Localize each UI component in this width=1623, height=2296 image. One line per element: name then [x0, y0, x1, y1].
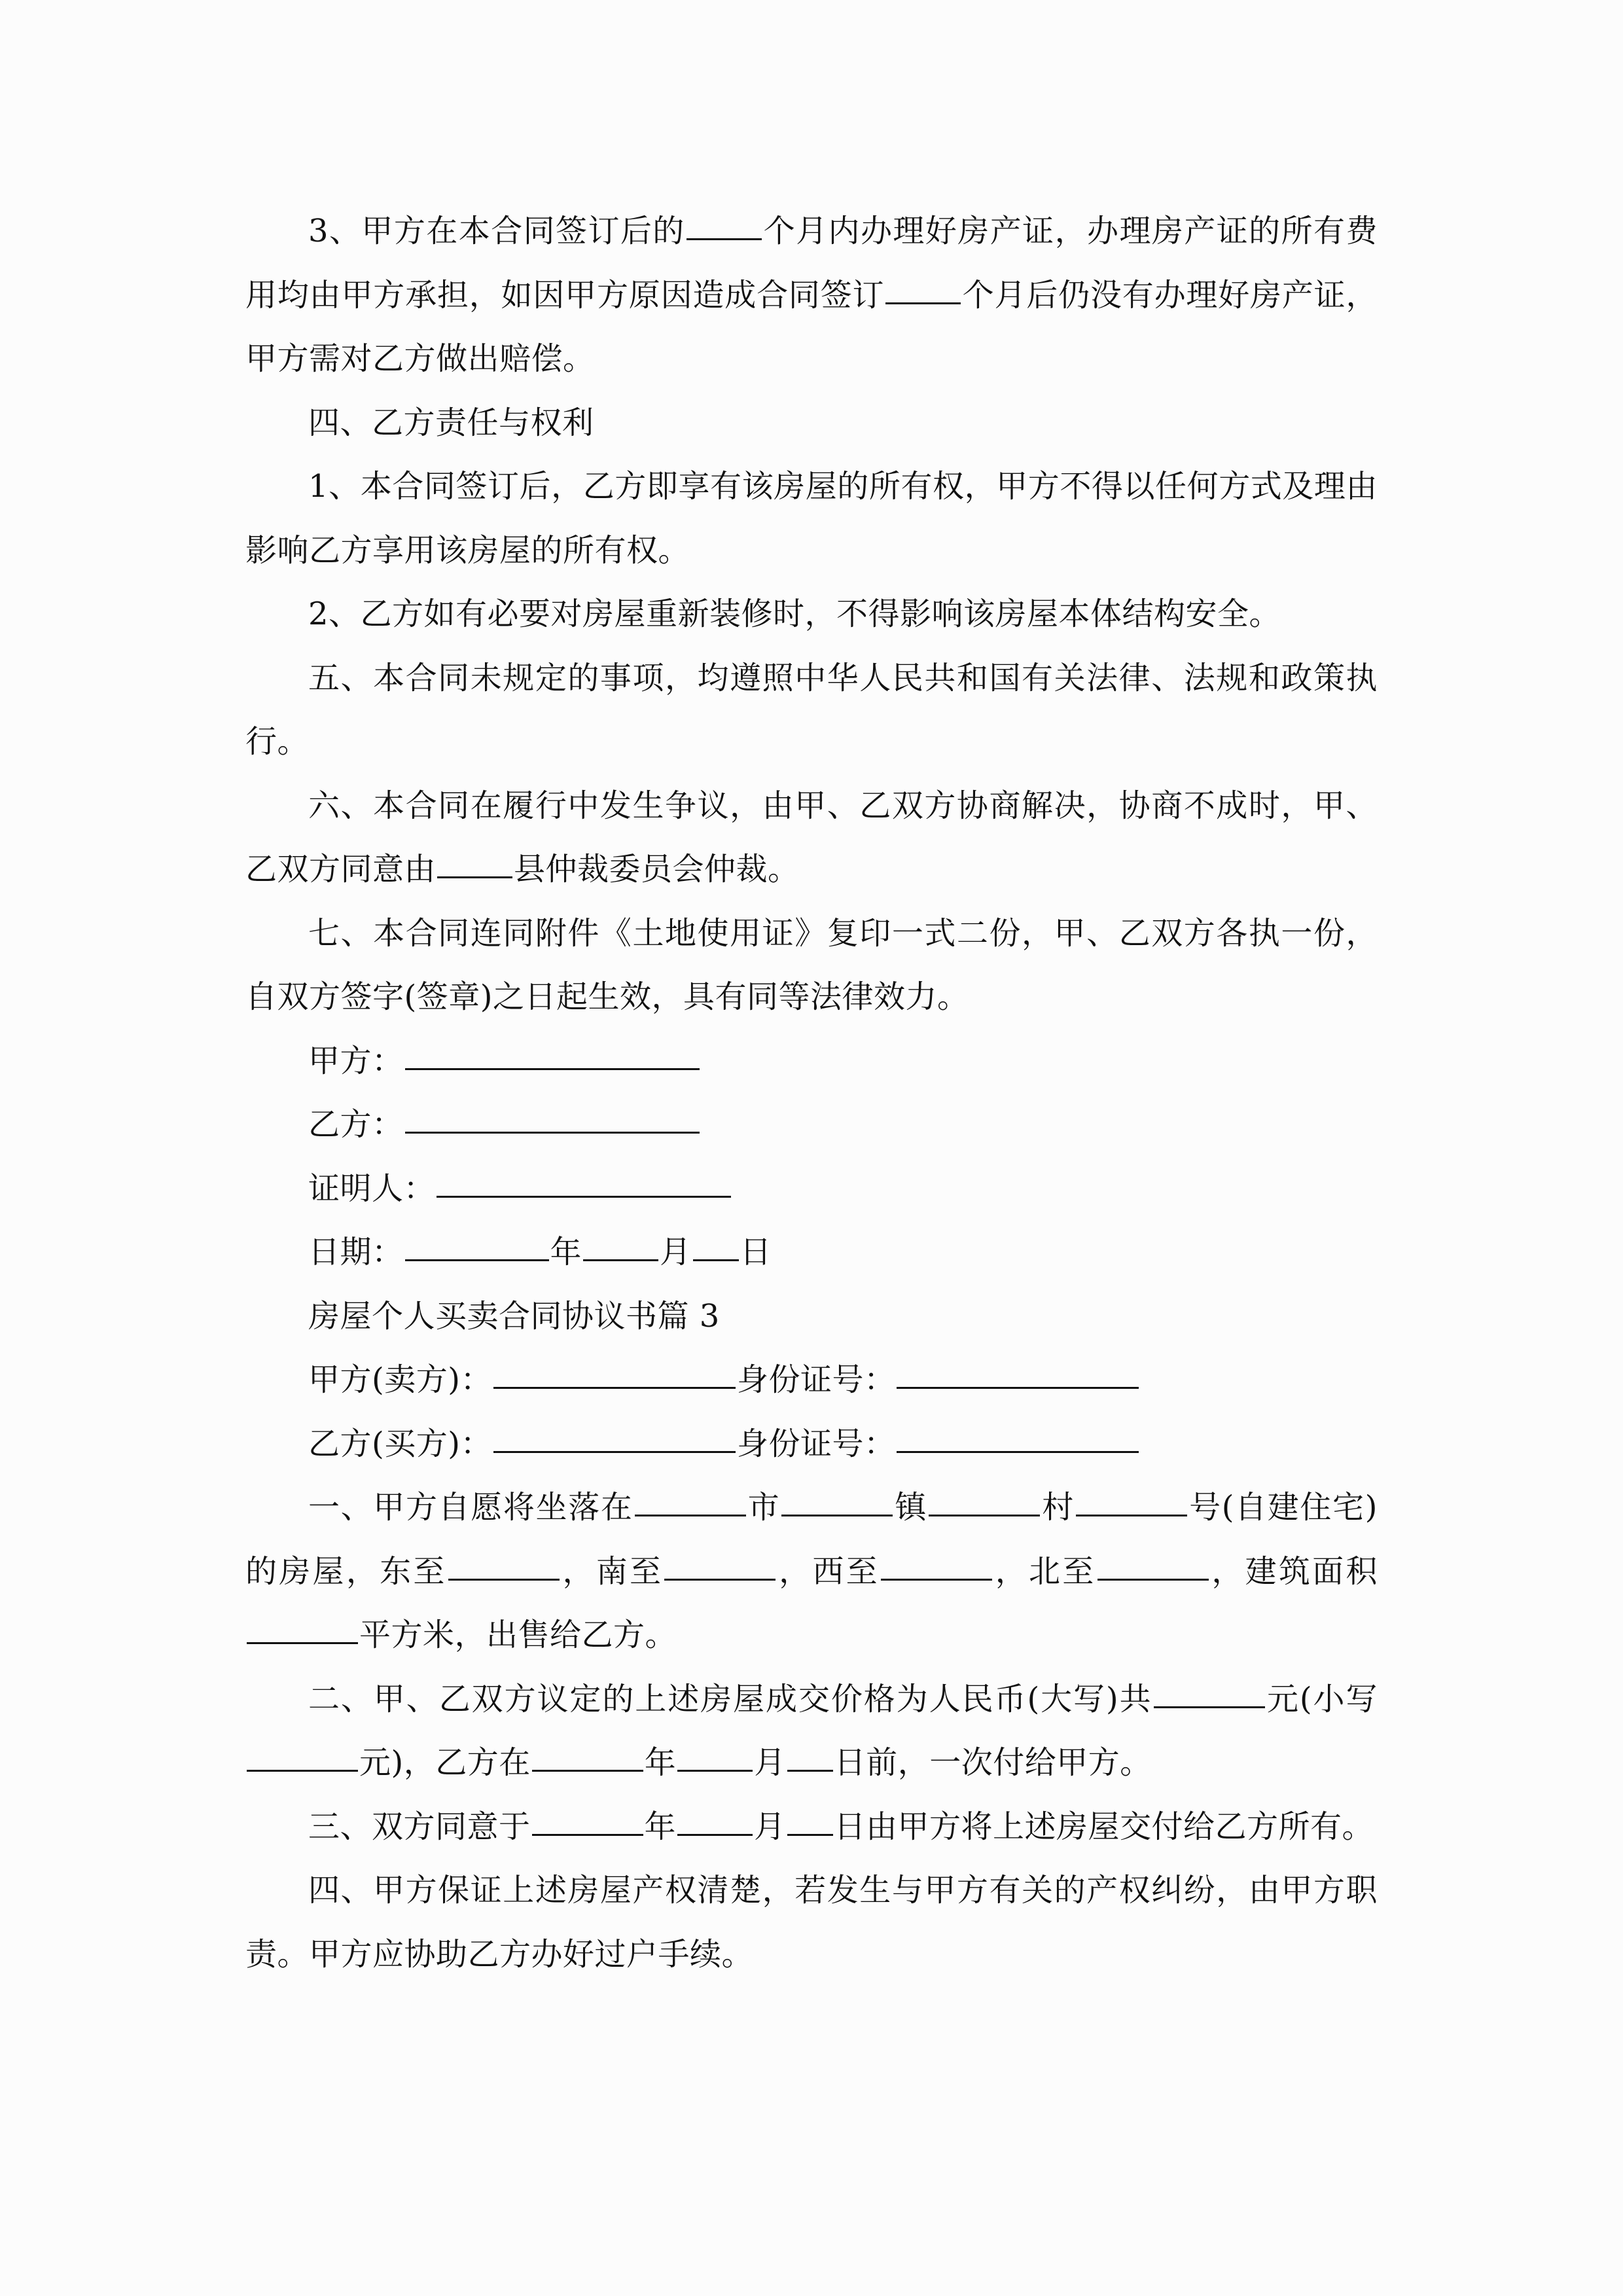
clause-text: 号(自建住宅)的房屋，东至	[245, 1489, 1378, 1590]
area-field[interactable]	[247, 1641, 358, 1644]
city-field[interactable]	[781, 1514, 893, 1516]
seller-info-row	[245, 1348, 1378, 1412]
blank-field[interactable]	[885, 302, 961, 304]
clause-1-property-location	[245, 1476, 1378, 1668]
clause-text: 年	[644, 1744, 677, 1781]
signature-label: 证明人：	[308, 1170, 436, 1207]
seller-name-field[interactable]	[493, 1386, 736, 1389]
clause-text: 日前，一次付给甲方。	[834, 1744, 1152, 1781]
clause-3-property-certificate	[245, 200, 1378, 391]
clause-text: ，西至	[777, 1552, 880, 1590]
day-label: 日	[740, 1234, 772, 1270]
clause-text: 元(小写	[1266, 1680, 1378, 1717]
clause-text: 三、双方同意于	[308, 1808, 531, 1845]
blank-field[interactable]	[687, 238, 762, 240]
clause-text: 个月后仍没有办理好房产证，甲方需对乙方做出赔偿。	[245, 276, 1378, 377]
clause-4-1-ownership: 1、本合同签订后，乙方即享有该房屋的所有权，甲方不得以任何方式及理由影响乙方享用该房屋的所有权。	[245, 468, 1378, 569]
clause-text: 年	[644, 1808, 677, 1845]
clause-2-price	[245, 1668, 1378, 1795]
clause-5-laws: 五、本合同未规定的事项，均遵照中华人民共和国有关法律、法规和政策执行。	[245, 659, 1378, 760]
clause-6-disputes	[245, 774, 1378, 902]
buyer-name-field[interactable]	[493, 1450, 736, 1453]
section-title: 房屋个人买卖合同协议书篇 3	[308, 1297, 720, 1335]
town-field[interactable]	[929, 1514, 1040, 1516]
signature-field-witness[interactable]	[437, 1195, 731, 1198]
buyer-label: 乙方(买方)：	[308, 1425, 492, 1462]
clause-text: ，建筑面积	[1209, 1552, 1378, 1590]
clause-text: 二、甲、乙双方议定的上述房屋成交价格为人民币(大写)共	[308, 1680, 1152, 1717]
blank-field-county[interactable]	[437, 876, 512, 878]
clause-text: 市	[747, 1489, 781, 1526]
signature-party-a	[245, 1030, 1378, 1094]
signature-date	[245, 1221, 1378, 1285]
price-uppercase-field[interactable]	[1154, 1706, 1265, 1708]
handover-day-field[interactable]	[787, 1833, 833, 1836]
heading-buyer-responsibilities: 四、乙方责任与权利	[308, 404, 594, 441]
seller-label: 甲方(卖方)：	[308, 1361, 492, 1398]
clause-text: 村	[1041, 1489, 1075, 1526]
south-boundary-field[interactable]	[664, 1578, 776, 1581]
id-label: 身份证号：	[736, 1425, 896, 1462]
handover-year-field[interactable]	[532, 1833, 643, 1836]
clause-text: 一、甲方自愿将坐落在	[308, 1489, 633, 1526]
east-boundary-field[interactable]	[448, 1578, 560, 1581]
north-boundary-field[interactable]	[1097, 1578, 1209, 1581]
payment-month-field[interactable]	[677, 1769, 753, 1772]
clause-text: 平方米，出售给乙方。	[359, 1617, 677, 1653]
signature-party-b	[245, 1093, 1378, 1157]
clause-text: 月	[754, 1744, 786, 1781]
year-label: 年	[550, 1234, 582, 1270]
clause-text: 镇	[894, 1489, 928, 1526]
clause-text: ，南至	[560, 1552, 664, 1590]
buyer-info-row	[245, 1412, 1378, 1477]
id-label: 身份证号：	[736, 1361, 896, 1398]
date-label: 日期：	[308, 1234, 404, 1270]
clause-text: 个月内办理好房产证，办理房产证的所有费用均由甲方承担，如因甲方原因造成合同签订	[245, 213, 1378, 314]
clause-text: 3、甲方在本合同签订后的	[308, 213, 685, 249]
buyer-id-field[interactable]	[897, 1450, 1139, 1453]
clause-4-title-guarantee: 四、甲方保证上述房屋产权清楚，若发生与甲方有关的产权纠纷，由甲方职责。甲方应协助乙方办好过户手续。	[245, 1872, 1378, 1973]
date-month-field[interactable]	[583, 1259, 658, 1261]
seller-id-field[interactable]	[897, 1386, 1139, 1389]
location-field[interactable]	[635, 1514, 746, 1516]
signature-label: 甲方：	[308, 1042, 404, 1079]
clause-text: 县仲裁委员会仲裁。	[514, 851, 800, 888]
west-boundary-field[interactable]	[881, 1578, 992, 1581]
signature-witness	[245, 1157, 1378, 1221]
clause-text: 日由甲方将上述房屋交付给乙方所有。	[834, 1808, 1374, 1845]
clause-text: 元)，乙方在	[359, 1744, 531, 1781]
document-page	[245, 200, 1378, 1986]
payment-year-field[interactable]	[532, 1769, 643, 1772]
clause-3-handover	[245, 1795, 1378, 1859]
clause-text: 月	[754, 1808, 786, 1845]
clause-text: ，北至	[993, 1552, 1096, 1590]
clause-4-2-renovation: 2、乙方如有必要对房屋重新装修时，不得影响该房屋本体结构安全。	[308, 596, 1281, 632]
signature-field-party-b[interactable]	[405, 1131, 700, 1134]
signature-label: 乙方：	[308, 1106, 404, 1143]
price-numeric-field[interactable]	[247, 1769, 358, 1772]
handover-month-field[interactable]	[677, 1833, 753, 1836]
clause-7-copies: 七、本合同连同附件《土地使用证》复印一式二份，甲、乙双方各执一份，自双方签字(签章)之日起生效，具有同等法律效力。	[245, 914, 1378, 1015]
month-label: 月	[660, 1234, 692, 1270]
payment-day-field[interactable]	[787, 1769, 833, 1772]
date-day-field[interactable]	[693, 1259, 739, 1261]
village-field[interactable]	[1076, 1514, 1187, 1516]
clause-text: 六、本合同在履行中发生争议，由甲、乙双方协商解决，协商不成时，甲、乙双方同意由	[245, 787, 1378, 888]
date-year-field[interactable]	[405, 1259, 549, 1261]
signature-field-party-a[interactable]	[405, 1067, 700, 1070]
